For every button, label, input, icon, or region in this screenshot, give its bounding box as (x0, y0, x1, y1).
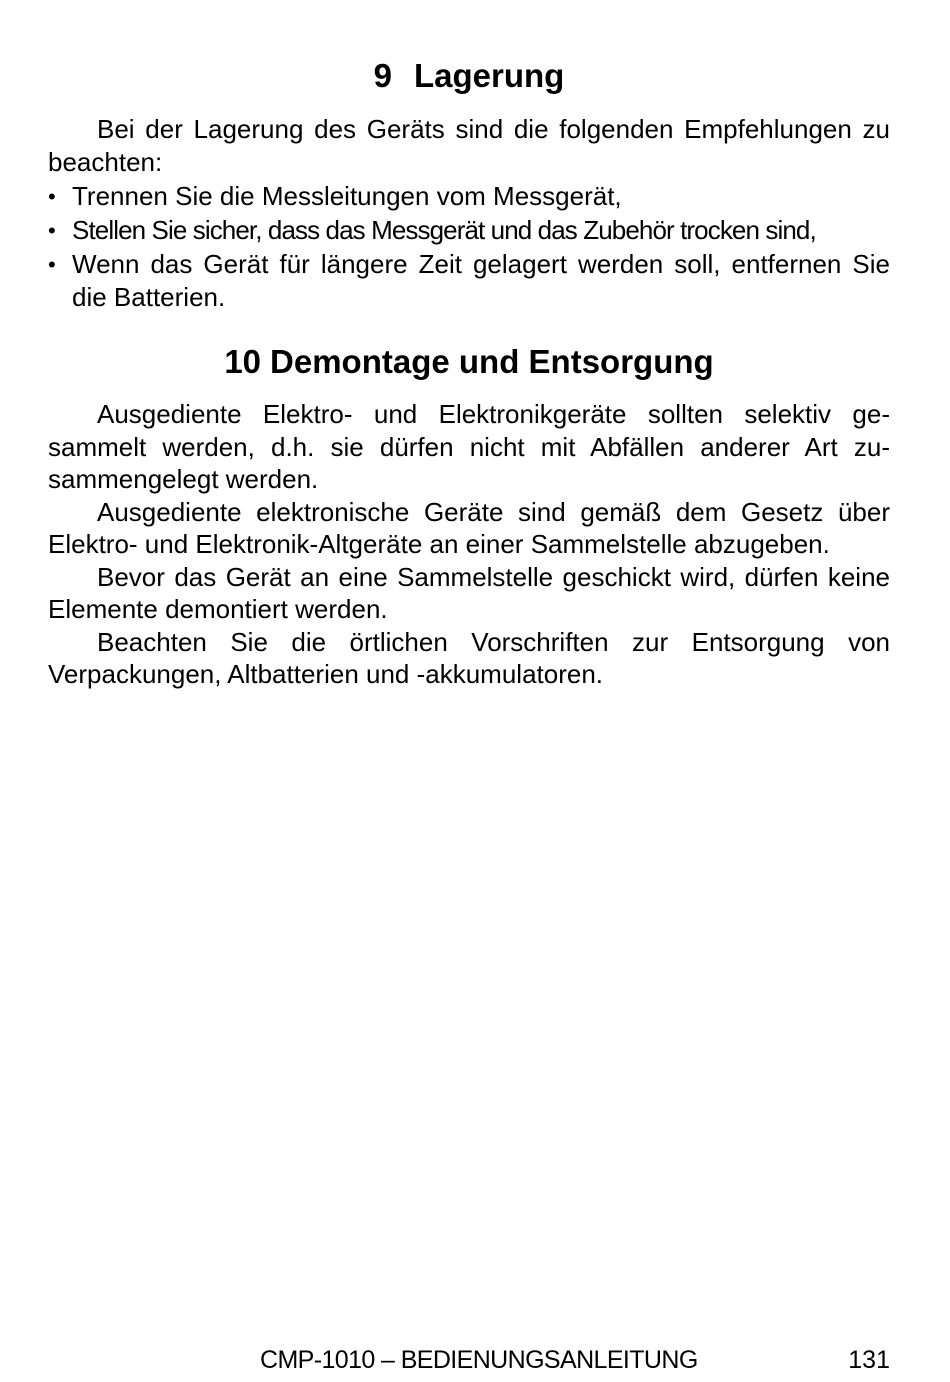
section-10-paragraph: Beachten Sie die örtlichen Vorschriften zur Entsorgung von Verpackungen, Altbatterien und -akkumulatoren. (48, 626, 890, 689)
section-10-body (48, 398, 890, 691)
section-10-paragraph: Ausgediente Elektro- und Elektronikgeräte sollten selektiv gesammelt werden, d.h. sie dürfen nicht mit Abfällen anderer Art zusammengelegt werden. (48, 399, 890, 494)
section-10-paragraph: Bevor das Gerät an eine Sammelstelle geschickt wird, dürfen keine Elemente demontiert werden. (48, 561, 890, 624)
section-9-intro: Bei der Lagerung des Geräts sind die folgenden Empfehlungen zu beachten: (48, 114, 890, 177)
bullet-icon: • (48, 252, 56, 277)
section-9-number: 9 (373, 57, 392, 94)
section-10-paragraph: Ausgediente elektronische Geräte sind gemäß dem Gesetz über Elektro- und Elektronik-Altgeräte an einer Sammelstelle abzugeben. (48, 496, 890, 559)
bullet-icon: • (48, 218, 56, 243)
list-item-text: Wenn das Gerät für längere Zeit gelagert werden soll, entfernen Sie die Batterien. (72, 249, 890, 312)
section-10-heading (48, 342, 890, 382)
footer-title: CMP-1010 – BEDIENUNGSANLEITUNG (260, 1346, 698, 1374)
page-footer (48, 1346, 890, 1380)
list-item-text: Trennen Sie die Messleitungen vom Messgerät, (72, 181, 622, 211)
section-9-title: Lagerung (414, 57, 565, 94)
section-9-bullet-list (48, 180, 890, 314)
section-10-title: Demontage und Entsorgung (270, 343, 714, 380)
list-item (48, 180, 890, 213)
list-item-text: Stellen Sie sicher, dass das Messgerät und das Zubehör trocken sind, (72, 215, 816, 245)
page-number: 131 (848, 1346, 890, 1374)
section-9-body (48, 113, 890, 315)
section-9-heading (48, 56, 890, 96)
bullet-icon: • (48, 184, 56, 209)
section-10-number: 10 (224, 343, 262, 380)
list-item (48, 214, 890, 247)
list-item (48, 248, 890, 314)
